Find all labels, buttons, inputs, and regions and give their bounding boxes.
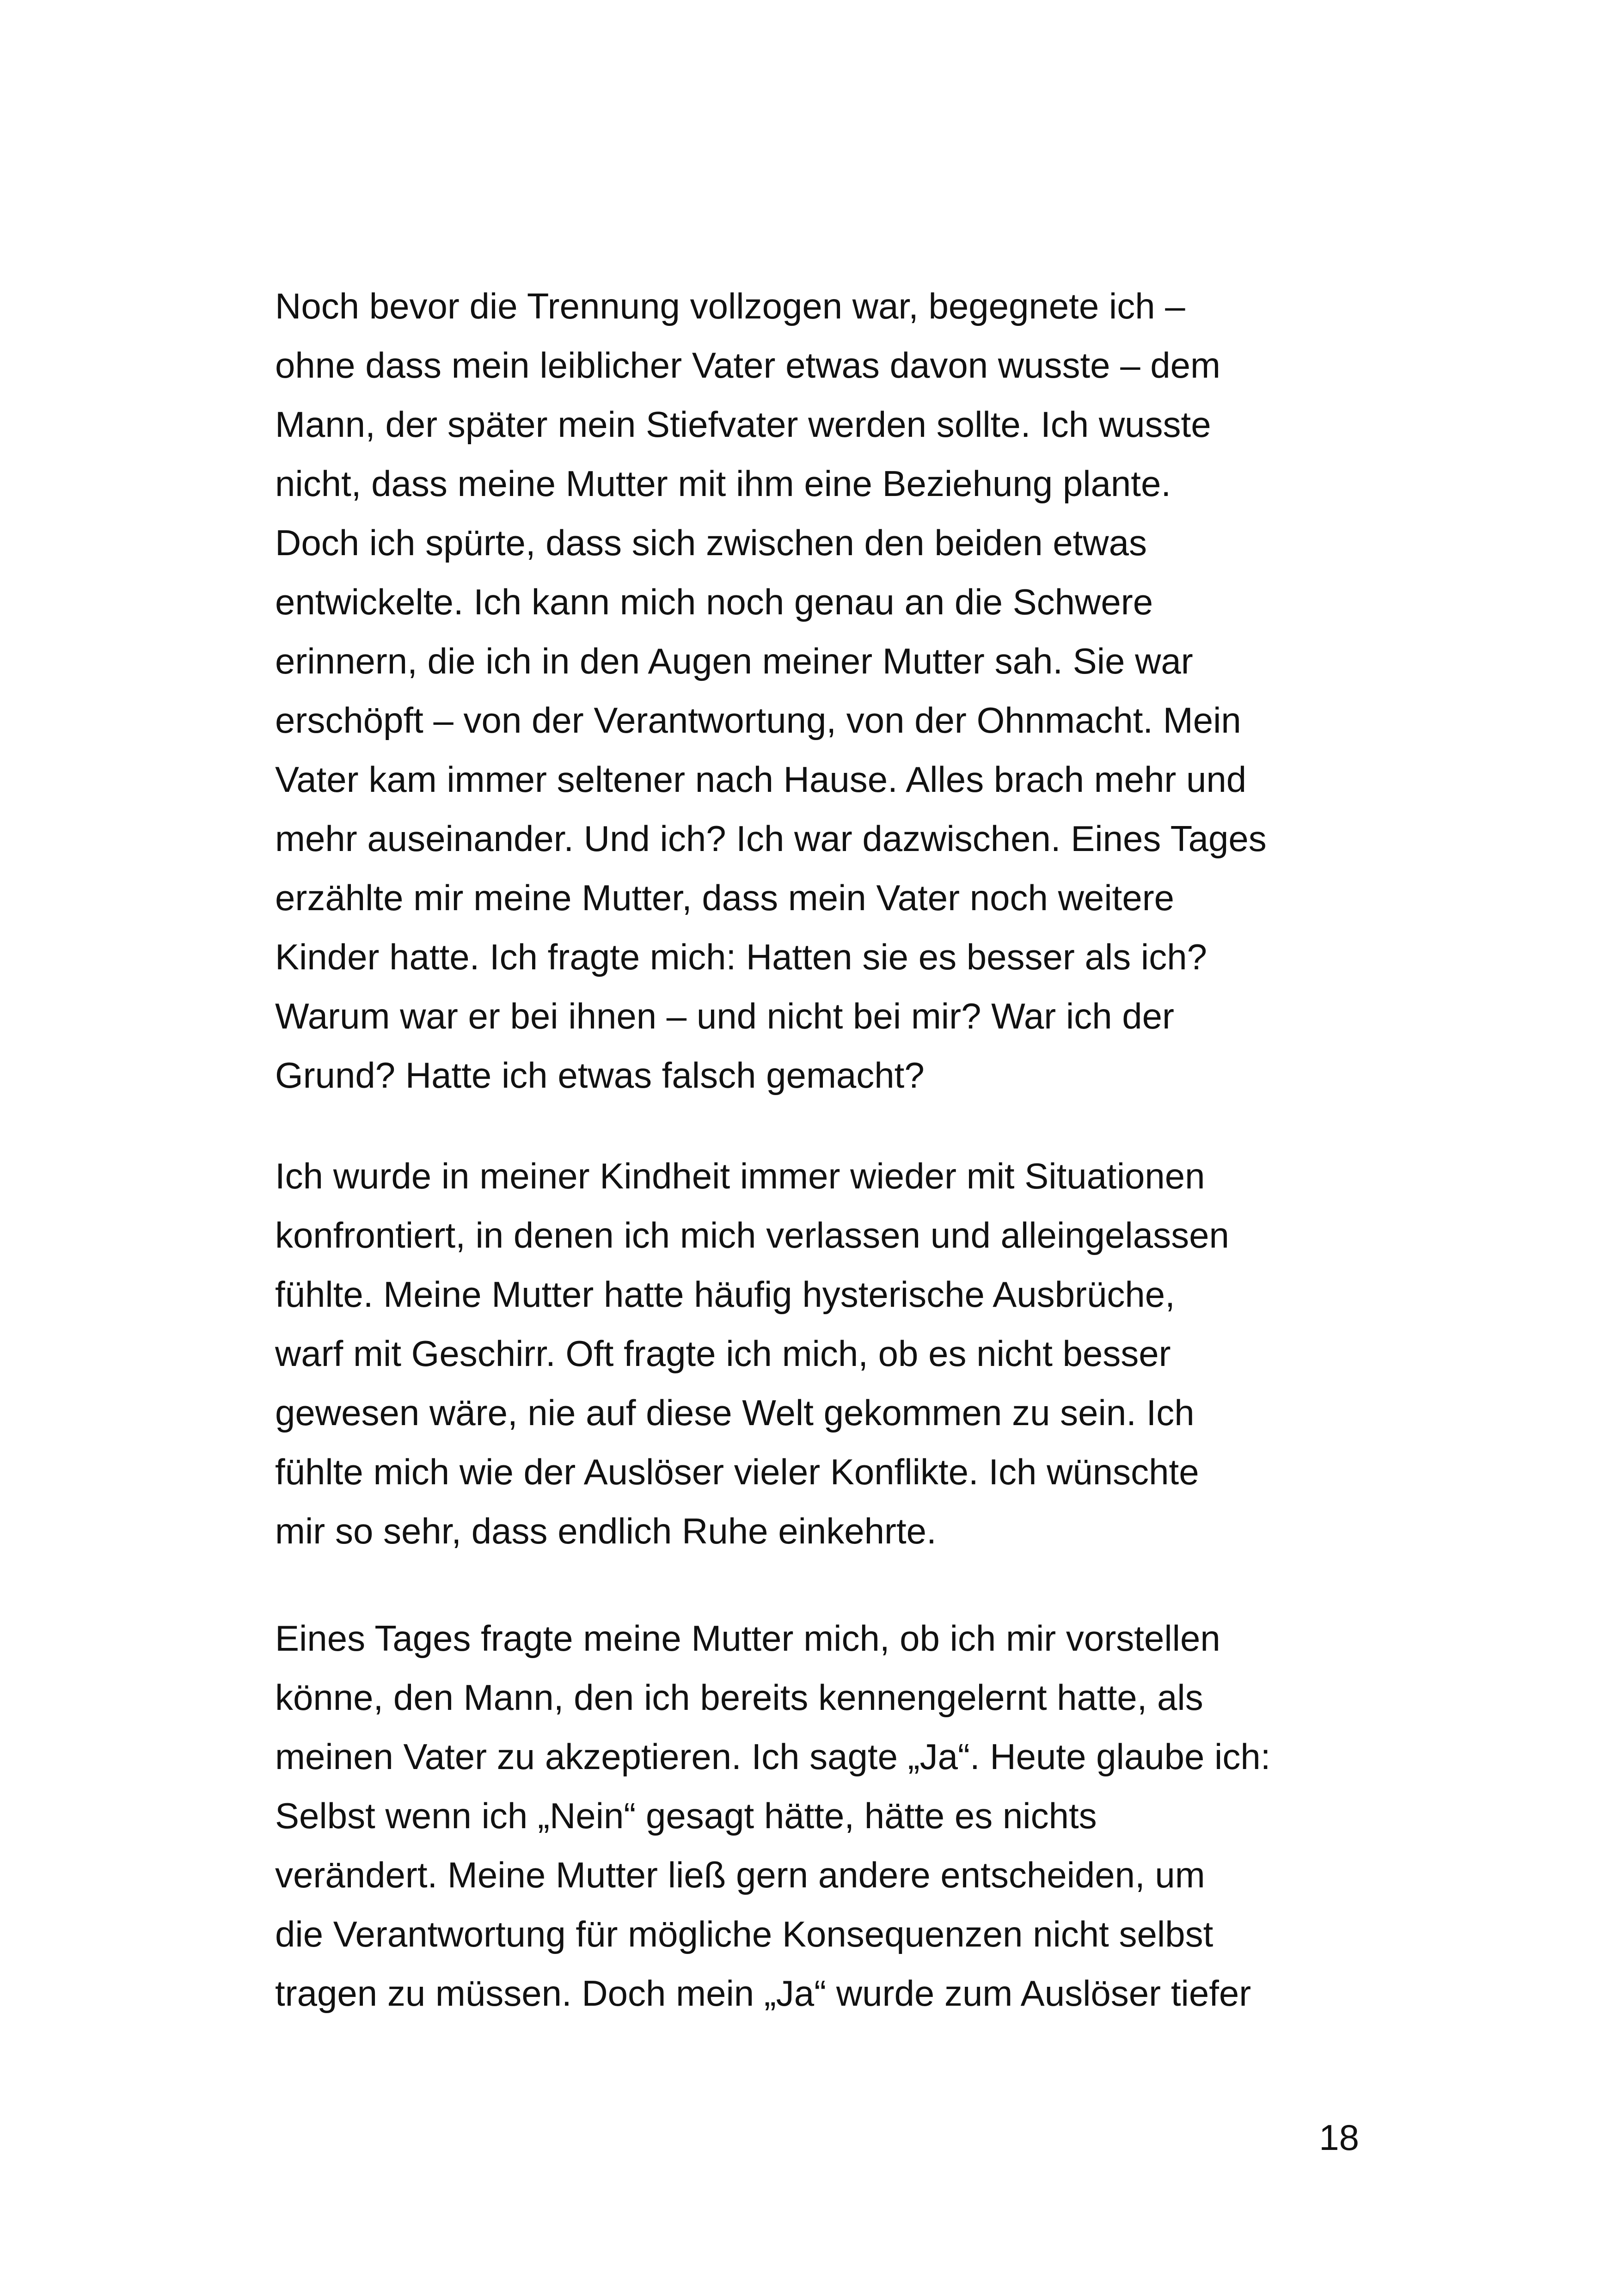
- paragraph-line: meinen Vater zu akzeptieren. Ich sagte „Ja“. Heute glaube ich:: [275, 1736, 1271, 1777]
- paragraph-line: gewesen wäre, nie auf diese Welt gekommen zu sein. Ich: [275, 1392, 1195, 1433]
- paragraph-line: fühlte mich wie der Auslöser vieler Konflikte. Ich wünschte: [275, 1451, 1199, 1492]
- paragraph-line: verändert. Meine Mutter ließ gern andere entscheiden, um: [275, 1855, 1205, 1895]
- paragraph-line: warf mit Geschirr. Oft fragte ich mich, ob es nicht besser: [275, 1333, 1171, 1374]
- paragraph-line: Grund? Hatte ich etwas falsch gemacht?: [275, 1055, 925, 1096]
- paragraph-line: fühlte. Meine Mutter hatte häufig hysterische Ausbrüche,: [275, 1274, 1175, 1315]
- paragraph-line: erzählte mir meine Mutter, dass mein Vater noch weitere: [275, 877, 1175, 918]
- paragraph-line: Mann, der später mein Stiefvater werden sollte. Ich wusste: [275, 404, 1211, 445]
- paragraph-line: Ich wurde in meiner Kindheit immer wieder mit Situationen: [275, 1156, 1205, 1196]
- paragraph-line: Noch bevor die Trennung vollzogen war, begegnete ich –: [275, 286, 1185, 326]
- paragraph-line: Doch ich spürte, dass sich zwischen den beiden etwas: [275, 522, 1147, 563]
- paragraph-line: tragen zu müssen. Doch mein „Ja“ wurde zum Auslöser tiefer: [275, 1973, 1251, 2014]
- paragraph-line: konfrontiert, in denen ich mich verlassen und alleingelassen: [275, 1215, 1229, 1255]
- paragraph-2: [275, 1146, 1375, 1561]
- paragraph-1: [275, 276, 1375, 1105]
- paragraph-line: Warum war er bei ihnen – und nicht bei mir? War ich der: [275, 996, 1175, 1036]
- paragraph-line: ohne dass mein leiblicher Vater etwas davon wusste – dem: [275, 345, 1220, 386]
- page-number: 18: [1319, 2117, 1359, 2158]
- paragraph-line: die Verantwortung für mögliche Konsequenzen nicht selbst: [275, 1914, 1214, 1954]
- paragraph-3: [275, 1609, 1375, 2023]
- paragraph-line: erschöpft – von der Verantwortung, von der Ohnmacht. Mein: [275, 700, 1241, 741]
- paragraph-line: nicht, dass meine Mutter mit ihm eine Beziehung plante.: [275, 463, 1171, 504]
- paragraph-line: erinnern, die ich in den Augen meiner Mutter sah. Sie war: [275, 641, 1193, 681]
- paragraph-line: mehr auseinander. Und ich? Ich war dazwischen. Eines Tages: [275, 818, 1267, 859]
- paragraph-line: könne, den Mann, den ich bereits kennengelernt hatte, als: [275, 1677, 1203, 1718]
- paragraph-line: Eines Tages fragte meine Mutter mich, ob ich mir vorstellen: [275, 1618, 1220, 1659]
- paragraph-line: Vater kam immer seltener nach Hause. Alles brach mehr und: [275, 759, 1247, 800]
- paragraph-line: Kinder hatte. Ich fragte mich: Hatten sie es besser als ich?: [275, 937, 1207, 977]
- paragraph-line: Selbst wenn ich „Nein“ gesagt hätte, hätte es nichts: [275, 1795, 1097, 1836]
- paragraph-line: entwickelte. Ich kann mich noch genau an die Schwere: [275, 582, 1153, 622]
- paragraph-line: mir so sehr, dass endlich Ruhe einkehrte.: [275, 1511, 937, 1551]
